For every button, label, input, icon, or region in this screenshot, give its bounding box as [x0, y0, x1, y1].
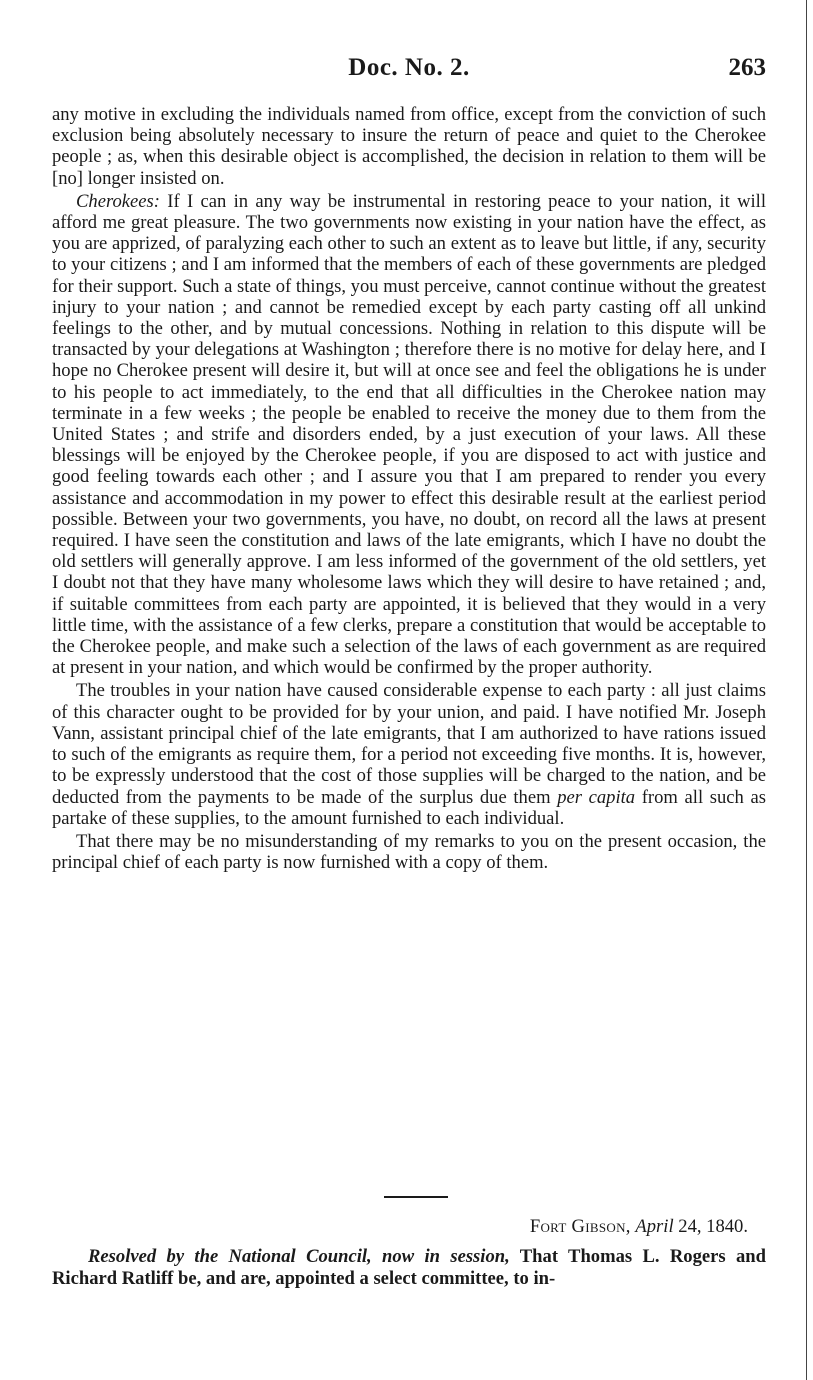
doc-title: Doc. No. 2. — [348, 54, 470, 81]
page-number: 263 — [728, 54, 766, 81]
paragraph-closing — [52, 831, 766, 873]
page-edge-line — [806, 0, 807, 1380]
paragraph-text: That there may be no misunderstanding of my remarks to you on the present occasion, the principal chief of each party is now furnished with a copy of them. — [52, 830, 766, 874]
dateline-rest: 24, 1840. — [673, 1216, 748, 1237]
paragraph-text: any motive in excluding the individuals named from office, except from the conviction of such exclusion being absolutely necessary to insure the return of peace and quiet to the Cherokee people ; as, when this desirable object is accomplished, the decision in relation to them will be [no] longer insisted on. — [52, 104, 766, 189]
resolution-lead: Resolved by the National Council, now in session, — [88, 1246, 510, 1267]
paragraph-text: If I can in any way be instrumental in restoring peace to your nation, it will afford me great pleasure. The two governments now existing in your nation have the effect, as you are apprized, of paralyzing each other to such an extent as to leave but little, if any, security to your citizens ; and I am informed that the members of each of these governments are pledged for their support. Such a state of things, you must perceive, cannot continue without the greatest injury to your nation ; and cannot be remedied except by each party casting off all unkind feelings to the other, and by mutual concessions. Nothing in relation to this dispute will be transacted by your delegations at Washington ; therefore there is no motive for delay here, and I hope no Cherokee present will desire it, but will at once see and feel the obligations he is under to his people to act immediately, to the end that all difficulties in the Cherokee nation may terminate in a few weeks ; the people be enabled to receive the money due to them from the United States ; and strife and disorders ended, by a just execution of your laws. All these blessings will be enjoyed by the Cherokee people, if you are disposed to act with justice and good feeling towards each other ; and I assure you that I am prepared to render you every assistance and accommodation in my power to effect this desirable result at the earliest period possible. Between your two governments, you have, no doubt, on record all the laws at present required. I have seen the constitution and laws of the late emigrants, which I have no doubt the old settlers will generally approve. I am less informed of the government of the old settlers, yet I doubt not that they have many wholesome laws which they will desire to have retained ; and, if suitable committees from each party are appointed, it is believed that they would in a very little time, with the assistance of a few clerks, prepare a constitution that would be acceptable to the Cherokee people, and make such a selection of the laws of each government as are required at present in your nation, and which would be confirmed by the proper authority. — [52, 190, 766, 679]
paragraph-italic: per capita — [557, 786, 636, 808]
resolution-paragraph — [52, 1246, 766, 1290]
paragraph-lead: Cherokees: — [76, 190, 160, 212]
dateline — [530, 1216, 748, 1238]
paragraph-text: The troubles in your nation have caused considerable expense to each party : all just claims of this character ought to be provided for by your union, and paid. I have notified Mr. Joseph Vann, assistant principal chief of the late emigrants, that I am authorized to have rations issued to such of the emigrants as require them, for a period not exceeding five months. It is, however, to be expressly understood that the cost of those supplies will be charged to the nation, and be deducted from the payments to be made of the surplus due them — [52, 680, 766, 808]
dateline-place: Fort Gibson, — [529, 1216, 631, 1237]
running-header — [52, 54, 766, 88]
paragraph-continuation — [52, 104, 766, 189]
section-divider — [384, 1196, 448, 1198]
dateline-month: April — [635, 1216, 674, 1237]
paragraph-tail: from all such as partake of these supplies, to the amount furnished to each individual. — [52, 786, 766, 829]
paragraph-troubles — [52, 680, 766, 828]
body-text — [52, 104, 766, 873]
paragraph-cherokees — [52, 191, 766, 679]
resolution-text: That Thomas L. Rogers and Richard Ratliff be, and are, appointed a select committee, to in- — [52, 1246, 766, 1289]
